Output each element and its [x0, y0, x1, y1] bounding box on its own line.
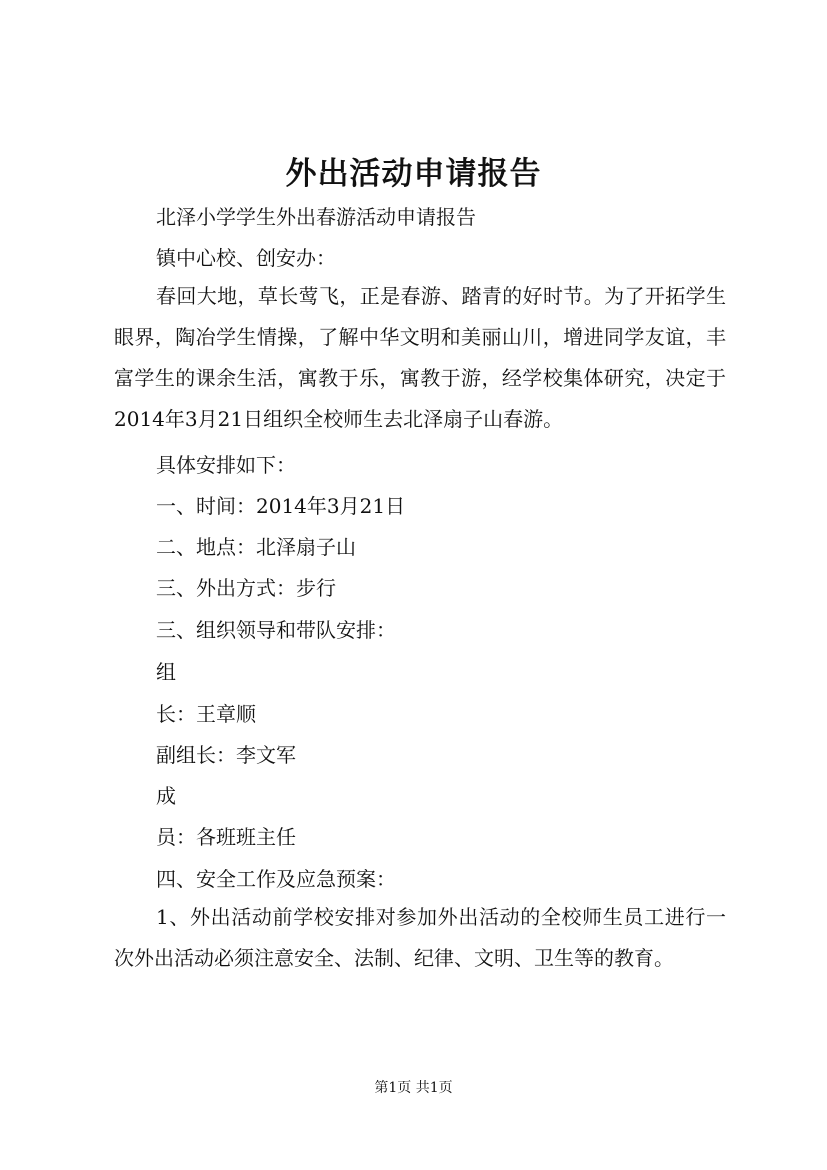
member-line2: 员：各班班主任: [156, 825, 296, 849]
member-label-line1: 成: [156, 784, 176, 808]
method-item: 三、外出方式：步行: [156, 576, 336, 600]
safety-heading: 四、安全工作及应急预案：: [156, 867, 396, 891]
leader-label-line1: 组: [156, 660, 176, 684]
safety-paragraph-1: 1、外出活动前学校安排对参加外出活动的全校师生员工进行一次外出活动必须注意安全、法制、纪律、文明、卫生等的教育。: [114, 905, 726, 970]
document-title: 外出活动申请报告: [285, 156, 542, 192]
leader-line2: 长：王章顺: [156, 702, 256, 726]
arrangement-heading: 具体安排如下：: [156, 453, 296, 477]
time-item: 一、时间：2014年3月21日: [156, 494, 406, 518]
recipient-line: 镇中心校、创安办：: [156, 246, 336, 270]
place-item: 二、地点：北泽扇子山: [156, 535, 356, 559]
document-subtitle: 北泽小学学生外出春游活动申请报告: [156, 205, 476, 229]
deputy-leader-line: 副组长：李文军: [156, 743, 296, 767]
intro-paragraph: 春回大地，草长莺飞，正是春游、踏青的好时节。为了开拓学生眼界，陶冶学生情操，了解中华文明和美丽山川，增进同学友谊，丰富学生的课余生活，寓教于乐，寓教于游，经学校集体研究，决定于2014年3月21日组织全校师生去北泽扇子山春游。: [114, 284, 726, 431]
organization-heading: 三、组织领导和带队安排：: [156, 618, 396, 642]
page-footer: 第1页 共1页: [374, 1080, 453, 1096]
